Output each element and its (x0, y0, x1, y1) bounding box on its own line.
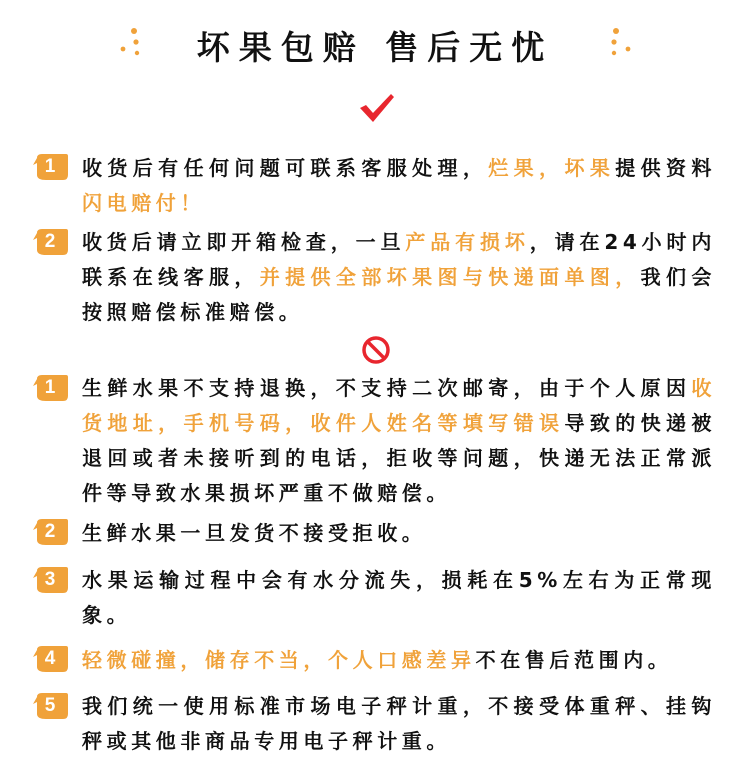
number-badge (33, 566, 69, 594)
badge-number: 1 (44, 377, 56, 398)
item-text (82, 225, 716, 330)
text-segment: 我们会按照赔偿标准赔偿。 (82, 265, 717, 324)
text-segment: 不在售后范围内。 (475, 648, 673, 672)
number-badge (33, 153, 69, 181)
item-text (82, 643, 716, 678)
page-title: 坏果包赔 售后无忧 (196, 28, 554, 67)
text-segment: 生鲜水果一旦发货不接受拒收。 (82, 521, 427, 545)
highlighted-text: 并提供全部坏果图与快递面单图， (259, 265, 641, 289)
item-text (82, 151, 716, 221)
text-segment: 收货后有任何问题可联系客服处理， (82, 156, 489, 180)
badge-number: 2 (44, 521, 56, 542)
highlighted-text: 轻微碰撞，储存不当，个人口感差异 (82, 648, 476, 672)
badge-number: 1 (44, 156, 56, 177)
text-segment: 收货后请立即开箱检查，一旦 (82, 230, 406, 254)
badge-number: 5 (44, 695, 56, 716)
text-segment: 我们统一使用标准市场电子秤计重，不接受体重秤、挂钩秤或其他非商品专用电子秤计重。 (82, 694, 716, 753)
text-segment: 水果运输过程中会有水分流失，损耗在5%左右为正常现象。 (82, 568, 716, 627)
header (0, 14, 750, 78)
prohibited-icon (361, 335, 391, 365)
sparkle-dots-right-icon (608, 24, 634, 60)
number-badge (33, 228, 69, 256)
badge-number: 2 (44, 231, 56, 252)
item-text (82, 689, 716, 759)
text-segment: 导致的快递被退回或者未接听到的电话，拒收等问题，快递无法正常派件等导致水果损坏严重不做赔偿。 (82, 411, 716, 505)
highlighted-text: 收货地址，手机号码，收件人姓名等填写错误 (82, 376, 716, 435)
check-icon (358, 92, 396, 124)
highlighted-text: 烂果，坏果 (488, 156, 616, 180)
text-segment: 生鲜水果不支持退换，不支持二次邮寄，由于个人原因 (82, 376, 692, 400)
item-text (82, 516, 716, 551)
number-badge (33, 374, 69, 402)
text-segment: ，请在24小时内联系在线客服， (82, 230, 717, 289)
highlighted-text: 闪电赔付！ (82, 191, 205, 215)
badge-number: 4 (44, 648, 56, 669)
number-badge (33, 518, 69, 546)
highlighted-text: 产品有损坏 (405, 230, 530, 254)
text-segment: 提供资料 (615, 156, 717, 180)
item-text (82, 371, 716, 511)
number-badge (33, 692, 69, 720)
number-badge (33, 645, 69, 673)
item-text (82, 563, 716, 633)
badge-number: 3 (44, 569, 56, 590)
